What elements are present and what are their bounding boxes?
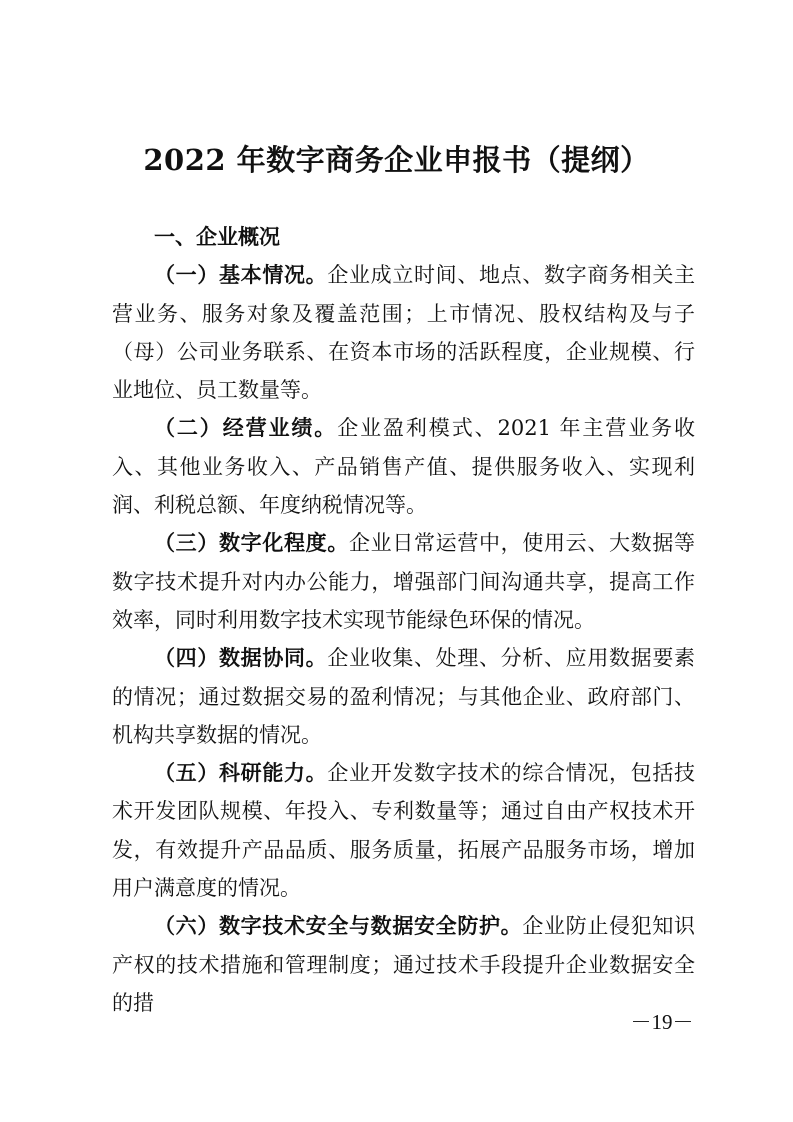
paragraph-lead: （五）科研能力。 <box>154 761 328 786</box>
paragraph-text: 企业开发数字技术的综合情况，包括技术开发团队规模、年投入、专利数量等；通过自由产权技术开发，有效提升产品品质、服务质量，拓展产品服务市场，增加用户满意度的情况。 <box>112 761 696 901</box>
document-title: 2022 年数字商务企业申报书（提纲） <box>143 143 650 177</box>
page-number: －19－ <box>630 1010 694 1034</box>
paragraph-text: 企业防止侵犯知识产权的技术措施和管理制度；通过技术手段提升企业数据安全的措 <box>112 914 696 1015</box>
paragraph-security <box>112 907 695 1022</box>
paragraph-rd-capability <box>112 754 695 907</box>
paragraph-business-performance <box>112 409 695 524</box>
section-heading: 一、企业概况 <box>154 225 280 249</box>
paragraph-text: 企业收集、处理、分析、应用数据要素的情况；通过数据交易的盈利情况；与其他企业、政府部门、机构共享数据的情况。 <box>112 646 696 747</box>
paragraph-text: 企业盈利模式、2021 年主营业务收入、其他业务收入、产品销售产值、提供服务收入、实现利润、利税总额、年度纳税情况等。 <box>112 416 696 518</box>
paragraph-digitalization <box>112 524 695 639</box>
paragraph-data-collaboration <box>112 639 695 754</box>
paragraph-basic-info <box>112 256 695 409</box>
paragraph-lead: （三）数字化程度。 <box>154 531 349 556</box>
paragraph-lead: （一）基本情况。 <box>154 263 328 288</box>
paragraph-lead: （四）数据协同。 <box>154 646 328 671</box>
paragraph-lead: （六）数字技术安全与数据安全防护。 <box>154 914 523 939</box>
paragraph-text: 企业日常运营中，使用云、大数据等数字技术提升对内办公能力，增强部门间沟通共享，提高工作效率，同时利用数字技术实现节能绿色环保的情况。 <box>112 531 695 632</box>
paragraph-lead: （二）经营业绩。 <box>154 416 338 441</box>
paragraph-text: 企业成立时间、地点、数字商务相关主营业务、服务对象及覆盖范围；上市情况、股权结构及与子（母）公司业务联系、在资本市场的活跃程度，企业规模、行业地位、员工数量等。 <box>112 263 696 403</box>
document-body <box>112 218 695 1022</box>
